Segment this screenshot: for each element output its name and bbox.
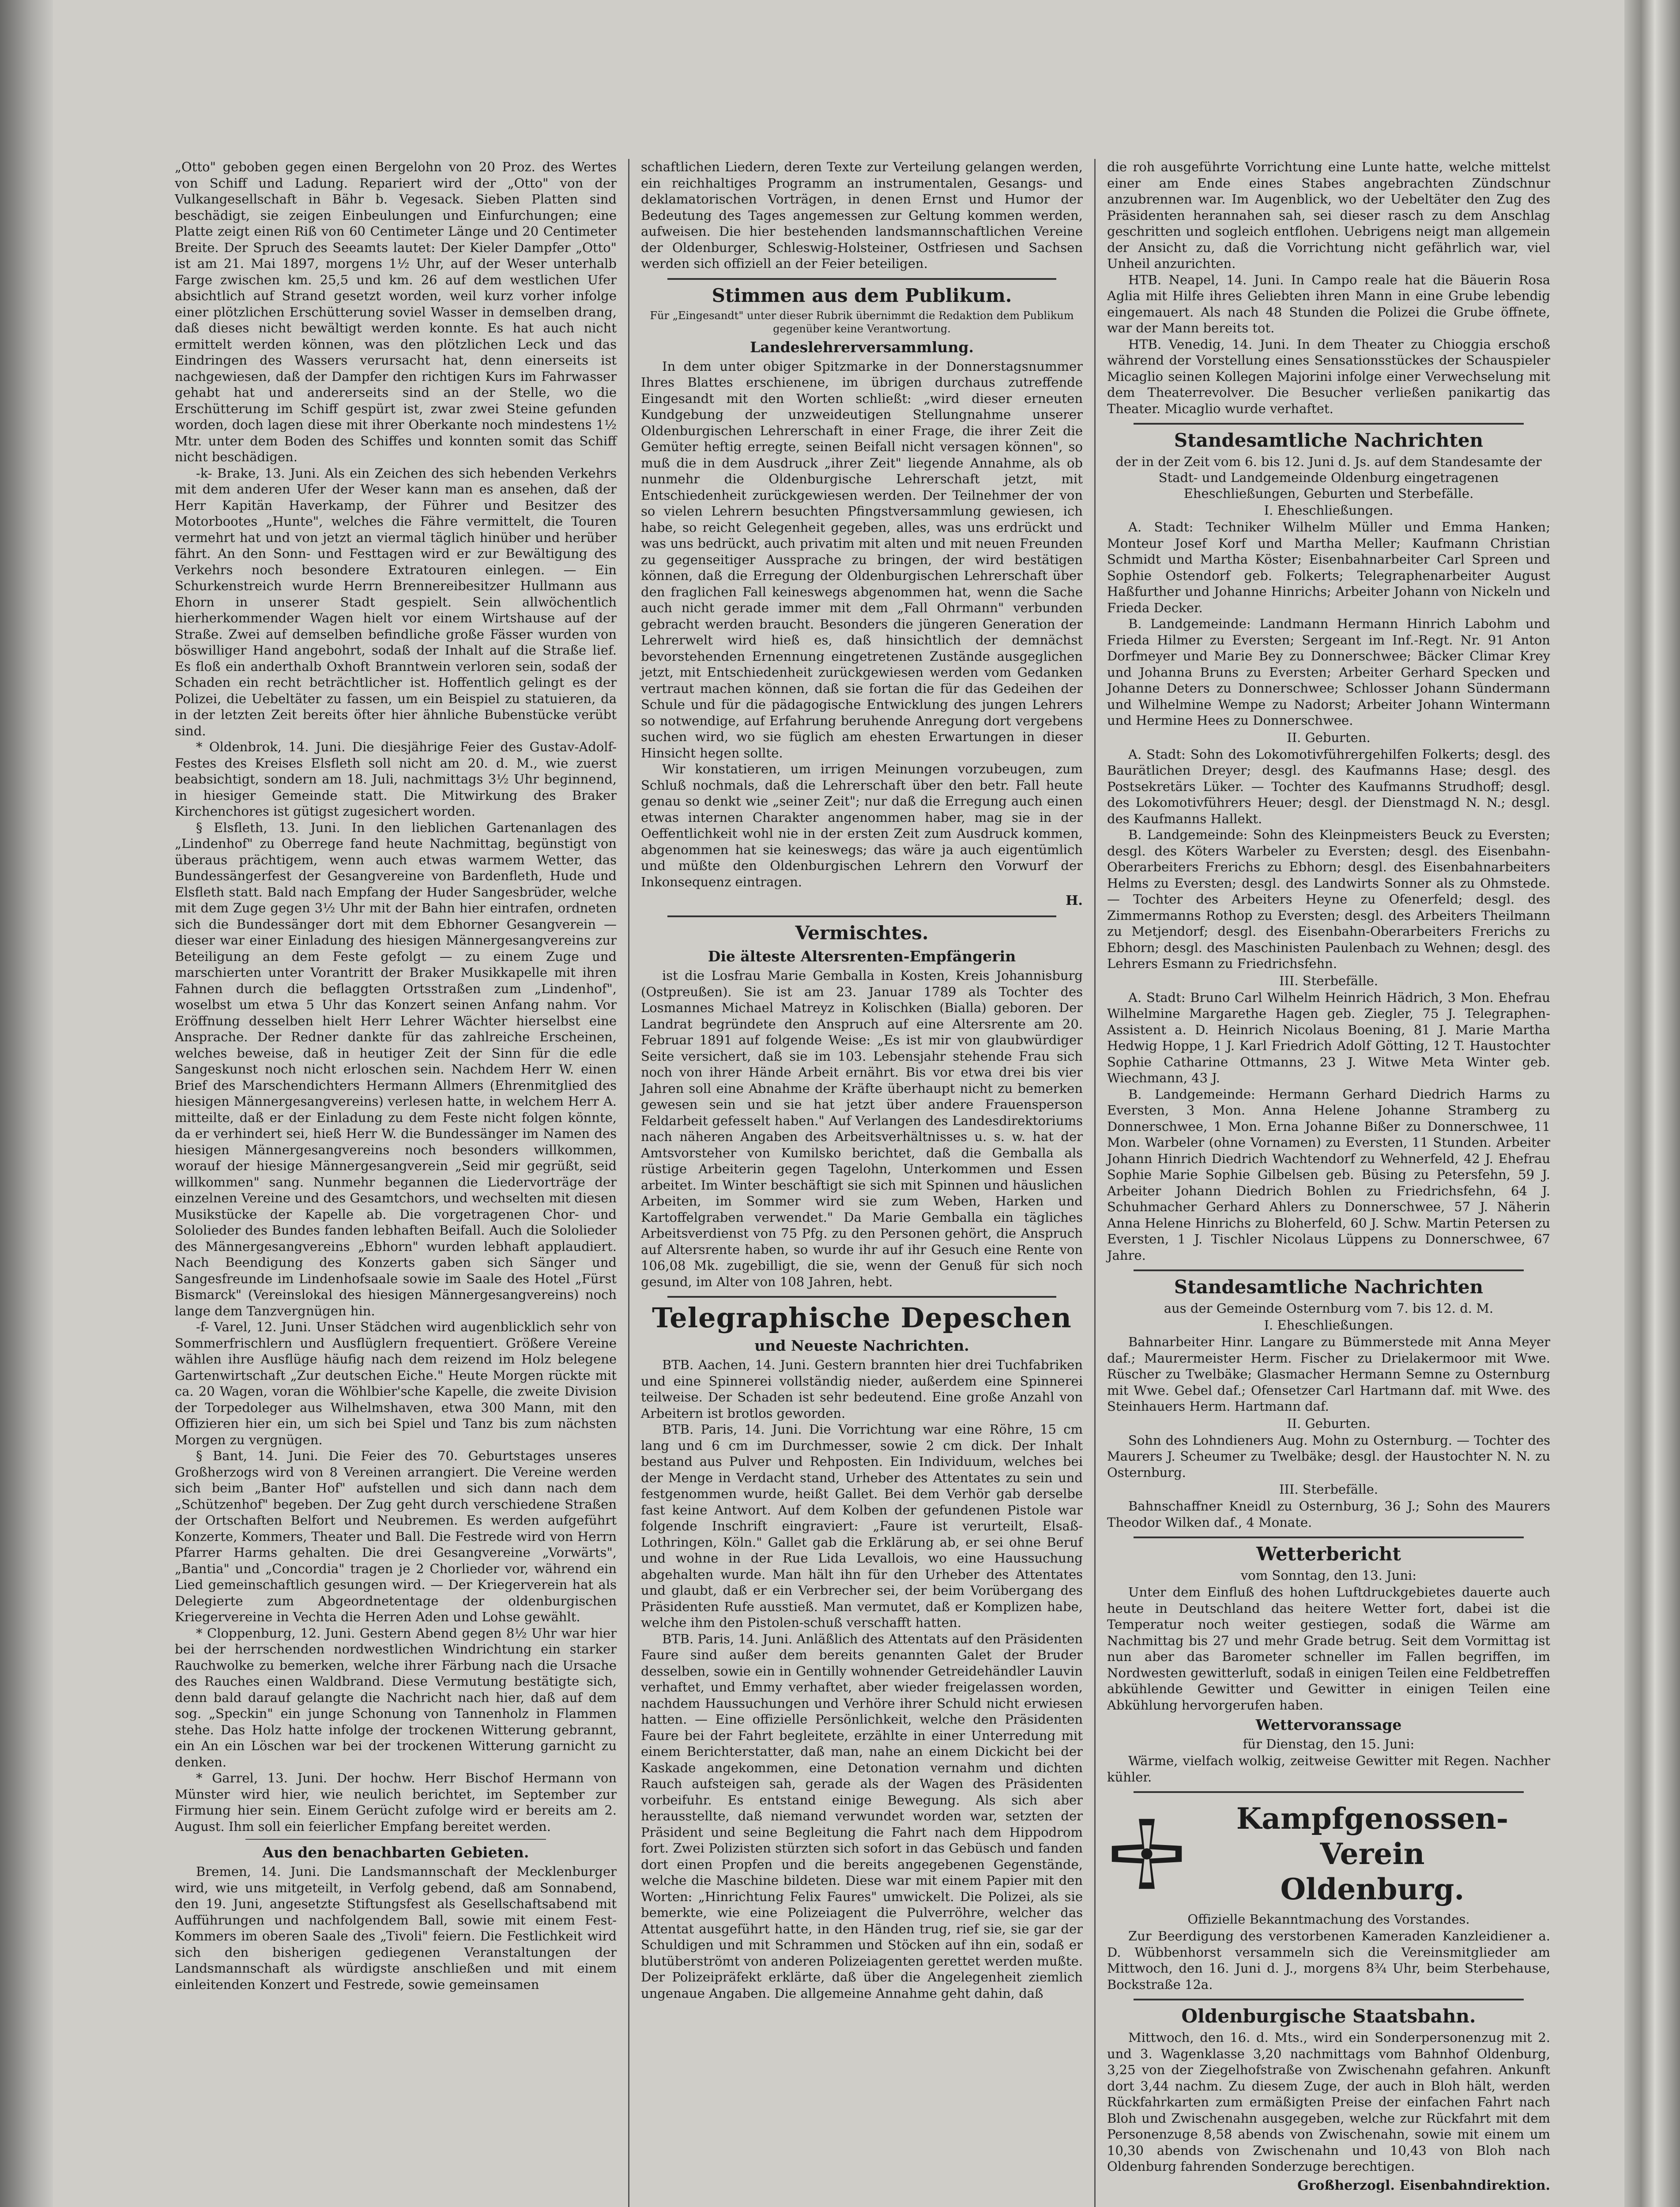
article-landeslehrer-1: In dem unter obiger Spitzmarke in der Donnerstagsnummer Ihres Blattes erschienene, im übrigen durchaus zutreffende Eingesandt mit den Worten schließt: „wird dieser erneuten Kundgebung der unzweideutigen Stellungnahme unserer Oldenburgischen Lehrerschaft in einer Frage, die ihrer Zeit die Gemüter heftig erregte, seinen Beifall nicht versagen können", so muß die in dem Ausdruck „ihrer Zeit" liegende Annahme, als ob nunmehr die Oldenburgische Lehrerschaft jetzt, mit Entschiedenheit zurückgewiesen werden. Der Teilnehmer der von so vielen Lehrern besuchten Pfingstversammlung gewiesen, ich habe, so reicht Gelegenheit gegeben, alles, was uns erdrückt und was uns bedrückt, auch privatim mit alten und mit neuen Freunden zu gegenseitiger Aussprache zu bringen, der wird bestätigen können, daß die Erregung der Oldenburgischen Lehrerschaft über den fraglichen Fall keineswegs abgenommen hat, wenn die Sache auch nicht gerade immer mit dem „Fall Ohrmann" verbunden gebracht werden braucht. Besonders die jüngeren Generation der Lehrerwelt wird hieß es, daß hinsichtlich der demnächst bevorstehenden Ernennung eingetretenen Zustände ausgeglichen jetzt, mit Entschiedenheit zurückgewiesen werden vom Gedanken vertraut machen können, daß sie fortan die für das Gedeihen der Schule und für die pädagogische Entwicklung des jungen Lehrers so notwendige, auf Erfahrung beruhende Anregung dort vergebens suchen wird, wo sie füglich am ehesten Erwartungen in dieser Hinsicht hegen sollte. <box>641 358 1083 761</box>
subheading-wettervoraussage: für Dienstag, den 15. Juni: <box>1243 1736 1415 1751</box>
heading-neighbor-regions: Aus den benachbarten Gebieten. <box>262 1844 529 1861</box>
heading-stimmen: Stimmen aus dem Publikum. <box>712 284 1012 306</box>
subheading-standesamt-2: aus der Gemeinde Osternburg vom 7. bis 12. d. M. <box>1164 1301 1494 1316</box>
article-paris-1: BTB. Paris, 14. Juni. Die Vorrichtung war eine Röhre, 15 cm lang und 6 cm im Durchmesser, sowie 2 cm dick. Der Inhalt bestand aus Pulver und Rehposten. Ein Individuum, welches bei der Menge in Verdacht stand, Urheber des Attentates zu sein und festgenommen wurde, heißt Gallet. Bei dem Verhör gab derselbe fast keine Antwort. Auf dem Kolben der gefundenen Pistole war folgende Inschrift eingraviert: „Faure ist verurteilt, Elsaß-Lothringen, Köln." Gallet gab die Erklärung ab, er sei ohne Beruf und wohne in der Rue Lida Levallois, wo eine Haussuchung abgehalten wurde. Man hält ihn für den Urheber des Attentates und glaubt, daß er ein Verbrecher sei, der beim Vorübergang des Präsidenten Rufe ausstieß. Man vermutet, daß er Komplizen habe, welche ihm den Pistolen-schuß verschafft hatten. <box>641 1422 1083 1630</box>
heading-sterbefaelle-2: III. Sterbefälle. <box>1279 1482 1379 1497</box>
page-edge-stack <box>1624 0 1680 2207</box>
article-paris-cont: die roh ausgeführte Vorrichtung eine Lunte hatte, welche mittelst einer am Ende eines Stabes angebrachten Zündschnur anzubrennen war. Im Augenblick, wo der Uebeltäter den Zug des Präsidenten herannahen sah, sei dieser rasch zu dem Anschlag geschritten und sogleich entflohen. Uebrigens neigt man allgemein der Ansicht zu, daß die Vorrichtung nicht gefährlich war, viel Unheil anzurichten. <box>1107 159 1550 271</box>
text-sterbe-osternburg: Bahnschaffner Kneidl zu Osternburg, 36 J.; Sohn des Maurers Theodor Wilken daf., 4 Monate. <box>1107 1499 1550 1530</box>
article-bant: § Bant, 14. Juni. Die Feier des 70. Geburtstages unseres Großherzogs wird von 8 Vereinen arrangiert. Die Vereine werden sich beim „Banter Hof" aufstellen und sich dann nach dem „Schützenhof" begeben. Der Zug geht durch verschiedene Straßen der Ortschaften Belfort und Neubremen. Es werden aufgeführt Konzerte, Kommers, Theater und Ball. Die Festrede wird von Herrn Pfarrer Harms gehalten. Die drei Gesangvereine „Vorwärts", „Bantia" und „Concordia" tragen je 2 Chorlieder vor, während ein Lied gemeinschaftlich gesungen wird. — Der Kriegerverein hat als Delegierte zum Abgeordnetentage der oldenburgischen Kriegervereine in Vechta die Herren Aden und Lohse gewählt. <box>175 1448 617 1624</box>
signature-h: H. <box>1066 893 1083 908</box>
text-wetterbericht: Unter dem Einfluß des hohen Luftdruckgebietes dauerte auch heute in Deutschland das heitere Wetter fort, dabei ist die Temperatur noch weiter gestiegen, sodaß die Wärme am Nachmittag bis 27 und mehr Grade betrug. Seit dem Vormittag ist nun aber das Barometer schneller im Fallen begriffen, im Nordwesten gewitterluft, sodaß in einigen Teilen eine Feldbetreffen abkühlende Gewitter und Gewitter in einigen Teilen eine Abkühlung hervorgerufen haben. <box>1107 1585 1550 1713</box>
heading-wettervoraussage: Wettervoranssage <box>1255 1716 1402 1733</box>
article-bremen-cont: schaftlichen Liedern, deren Texte zur Verteilung gelangen werden, ein reichhaltiges Programm an instrumentalen, Gesangs- und deklamatorischen Vorträgen, in denen Ernst und Humor der Bedeutung des Tages angemessen zur Geltung kommen werden, aufweisen. Die hier bestehenden landsmannschaftlichen Vereine der Oldenburger, Schleswig-Holsteiner, Ostfriesen und Sachsen werden sich offiziell an der Feier beteiligen. <box>641 159 1083 271</box>
divider <box>667 915 1056 917</box>
article-aachen: BTB. Aachen, 14. Juni. Gestern brannten hier drei Tuchfabriken und eine Spinnerei vollständig nieder, außerdem eine Spinnerei teilweise. Der Schaden ist sehr bedeutend. Eine große Anzahl von Arbeitern ist brotlos geworden. <box>641 1357 1083 1421</box>
kampfgenossen-subtitle: Offizielle Bekanntmachung des Vorstandes. <box>1187 1912 1470 1927</box>
kampfgenossen-header <box>1107 1801 1550 1907</box>
article-brake: -k- Brake, 13. Juni. Als ein Zeichen des sich hebenden Verkehrs mit dem anderen Ufer der Weser kann man es ansehen, daß der Herr Kapitän Haverkamp, der Führer und Besitzer des Motorbootes „Hunte", welches die Fähre vermittelt, die Touren vermehrt hat und von jetzt an viermal täglich hinüber und herüber fährt. An den Sonn- und Festtagen wird er zur Bewältigung des Verkehrs noch besondere Extratouren einlegen. — Ein Schurkenstreich wurde Herrn Brennereibesitzer Hullmann aus Ehorn in unserer Stadt gespielt. Sein allwöchentlich hierherkommender Wagen hielt vor einem Wirtshause auf der Straße. Zwei auf demselben befindliche große Fässer wurden von böswilliger Hand angebohrt, sodaß der Inhalt auf die Straße lief. Es floß ein anderthalb Oxhoft Branntwein verloren sein, sodaß der Schaden ein recht beträchtlicher ist. Hoffentlich gelingt es der Polizei, die Uebeltäter zu fassen, um ein Beispiel zu statuieren, da in der letzten Zeit bereits öfter hier ähnliche Bubenstücke verübt sind. <box>175 465 617 738</box>
text-sterbe-land: B. Landgemeinde: Hermann Gerhard Diedrich Harms zu Eversten, 3 Mon. Anna Helene Johanne Stramberg zu Donnerschwee, 1 Mon. Erna Johanne Bißer zu Donnerschwee, 11 Mon. Warbeler (ohne Vornamen) zu Eversten, 11 Stunden. Arbeiter Johann Hinrich Diedrich Wachtendorf zu Wehnerfeld, 42 J. Ehefrau Sophie Marie Sophie Gilbelsen geb. Büsing zu Petersfehn, 59 J. Arbeiter Johann Diedrich Bohlen zu Friedrichsfehn, 64 J. Schuhmacher Gerhard Ahlers zu Donnerschwee, 57 J. Näherin Anna Helene Hinrichs zu Bloherfeld, 60 J. Schw. Martin Petersen zu Eversten, 1 J. Tischler Nicolaus Lüppens zu Donnerschwee, 67 Jahre. <box>1107 1086 1550 1263</box>
text-kampfgenossen: Zur Beerdigung des verstorbenen Kameraden Kanzleidiener a. D. Wübbenhorst versammeln sich die Vereinsmitglieder am Mittwoch, den 16. Juni d. J., morgens 8¾ Uhr, beim Sterbehause, Bockstraße 12a. <box>1107 1928 1550 1992</box>
book-binding-shadow <box>0 0 53 2207</box>
note-stimmen: Für „Eingesandt" unter dieser Rubrik übernimmt die Redaktion dem Publikum gegenüber keine Verantwortung. <box>650 309 1074 335</box>
divider <box>1134 1537 1524 1538</box>
article-gemballa: ist die Losfrau Marie Gemballa in Kosten, Kreis Johannisburg (Ostpreußen). Sie ist am 23. Januar 1789 als Tochter des Losmannes Michael Matreyz in Kolischken (Bialla) geboren. Der Landrat begründete den Anspruch auf eine Altersrente am 20. Februar 1891 auf folgende Weise: „Es ist mir von glaubwürdiger Seite versichert, daß sie im 103. Lebensjahr stehende Frau sich noch von ihrer Hände Arbeit ernährt. Bis vor etwa drei bis vier Jahren soll eine Abnahme der Kräfte überhaupt nicht zu bemerken gewesen sein und sie hat jetzt über andere Frauensperson Feldarbeit gefesselt haben." Auf Verlangen des Landesdirektoriums nach näheren Angaben des Arbeitsverhältnisses u. s. w. hat der Amtsvorsteher von Kumilsko berichtet, daß die Gemballa als rüstige Arbeiterin gegen Tagelohn, Unterkommen und Essen arbeitet. Im Winter beschäftigt sie sich mit Spinnen und häuslichen Arbeiten, im Sommer wird sie zum Weben, Harken und Kartoffelgraben verwendet." Da Marie Gemballa ein tägliches Arbeitsverdienst von 75 Pfg. zu den Personen gehört, die Anspruch auf Altersrente haben, so wurde ihr auf ihr Gesuch eine Rente von 106,08 Mk. zugebilligt, die sie, wenn der Genuß für sich noch gesund, im Alter von 108 Jahren, hebt. <box>641 968 1083 1289</box>
text-geburten-stadt: A. Stadt: Sohn des Lokomotivführergehilfen Folkerts; desgl. des Baurätlichen Dreyer; desgl. des Kaufmanns Hase; desgl. des Postsekretärs Lüker. — Tochter des Kaufmanns Strudhoff; desgl. des Lokomotivführers Heuer; desgl. der Dienstmagd N. N.; desgl. des Kaufmanns Hallekt. <box>1107 746 1550 826</box>
article-bremen: Bremen, 14. Juni. Die Landsmannschaft der Mecklenburger wird, wie uns mitgeteilt, in Verfolg gebend, daß am Sonnabend, den 19. Juni, angesetzte Stiftungsfest als Gesellschaftsabend mit Aufführungen und nachfolgendem Ball, sowie mit einem Fest-Kommers im oberen Saale des „Tivoli" feiern. Die Festlichkeit wird sich den bisherigen gediegenen Veranstaltungen der Landsmannschaft als würdigste anschließen und mit einem einleitenden Konzert und Festrede, sowie gemeinsamen <box>175 1864 617 1992</box>
heading-landeslehrer: Landeslehrerversammlung. <box>750 338 974 356</box>
divider <box>667 278 1056 280</box>
subheading-standesamt-1: der in der Zeit vom 6. bis 12. Juni d. Js. auf dem Standesamte der Stadt- und Landgemeinde Oldenburg eingetragenen Eheschließungen, Geburten und Sterbefälle. <box>1115 454 1542 501</box>
divider <box>1134 1269 1524 1271</box>
heading-eheschliessungen: I. Eheschließungen. <box>1264 503 1394 518</box>
heading-standesamt-1: Standesamtliche Nachrichten <box>1174 429 1484 451</box>
newspaper-page <box>53 0 1624 2207</box>
heading-telegraphische: Telegraphische Depeschen <box>652 1302 1072 1334</box>
column-1 <box>163 159 629 2207</box>
heading-staatsbahn: Oldenburgische Staatsbahn. <box>1181 2005 1476 2027</box>
divider <box>1134 423 1524 425</box>
text-staatsbahn: Mittwoch, den 16. d. Mts., wird ein Sonderpersonenzug mit 2. und 3. Wagenklasse 3,20 nachmittags vom Bahnhof Oldenburg, 3,25 von der Ziegelhofstraße von Zwischenahn gefahren. Ankunft dort 3,44 nachm. Zu diesem Zuge, der auch in Bloh hält, werden Rückfahrkarten zum ermäßigten Preise der einfachen Fahrt nach Bloh und Zwischenahn ausgegeben, welche zur Rückfahrt mit dem Personenzuge 8,58 abends von Zwischenahn, sowie mit einem um 10,30 abends von Zwischenahn und 10,43 von Bloh nach Oldenburg fahrenden Sonderzuge berechtigen. <box>1107 2030 1550 2174</box>
heading-geburten-2: II. Geburten. <box>1287 1416 1371 1431</box>
subheading-wetterbericht: vom Sonntag, den 13. Juni: <box>1240 1568 1417 1583</box>
divider <box>1134 1999 1524 2000</box>
heading-sterbefaelle: III. Sterbefälle. <box>1279 973 1379 988</box>
heading-neueste: und Neueste Nachrichten. <box>754 1337 969 1354</box>
heading-geburten: II. Geburten. <box>1287 730 1371 745</box>
text-ehe-land: B. Landgemeinde: Landmann Hermann Hinrich Labohm und Frieda Hilmer zu Eversten; Sergeant im Inf.-Regt. Nr. 91 Anton Dorfmeyer und Marie Bey zu Donnerschwee; Bäcker Climar Krey und Johanna Bruns zu Eversten; Arbeiter Gerhard Specken und Johanne Deters zu Donnerschwee; Schlosser Johann Sündermann und Wilhelmine Wempe zu Nadorst; Arbeiter Johann Wintermann und Hermine Hees zu Donnerschwee. <box>1107 616 1550 728</box>
article-otto: „Otto" geboben gegen einen Bergelohn von 20 Proz. des Wertes von Schiff und Ladung. Repariert wird der „Otto" von der Vulkangesellschaft in Bähr b. Vegesack. Sieben Platten sind beschädigt, sie zeigen Einbeulungen und Einfurchungen; eine Platte zeigt einen Riß von 60 Centimeter Länge und 20 Centimeter Breite. Der Spruch des Seeamts lautet: Der Kieler Dampfer „Otto" ist am 21. Mai 1897, morgens 1½ Uhr, auf der Weser unterhalb Farge zwischen km. 25,5 und km. 26 auf dem westlichen Ufer absichtlich auf Strand gesetzt worden, weil kurz vorher infolge einer plötzlichen Erschütterung soviel Wasser in demselben drang, daß dieses nicht bewältigt werden konnte. Es hat auch nicht ermittelt werden können, was den plötzlichen Leck und das Eindringen des Wassers verursacht hat, denn einerseits ist nachgewiesen, daß der Dampfer den richtigen Kurs im Fahrwasser gehabt hat und andererseits sind an der Stelle, wo die Erschütterung im Schiff gespürt ist, zwar zwei Steine gefunden worden, doch lagen diese mit ihrer Oberkante noch mindestens 1½ Mtr. unter dem Boden des Schiffes und konnten somit das Schiff nicht beschädigen. <box>175 159 617 464</box>
article-neapel: HTB. Neapel, 14. Juni. In Campo reale hat die Bäuerin Rosa Aglia mit Hilfe ihres Geliebten ihren Mann in eine Grube lebendig eingemauert. Als nach 48 Stunden die Polizei die Grube öffnete, war der Mann bereits tot. <box>1107 272 1550 335</box>
iron-cross-icon <box>1107 1814 1187 1894</box>
text-geburten-land: B. Landgemeinde: Sohn des Kleinpmeisters Beuck zu Eversten; desgl. des Köters Warbeler zu Eversten; desgl. des Eisenbahn-Oberarbeiters Frerichs zu Ebhorn; desgl. des Eisenbahnarbeiters Helms zu Eversten; desgl. des Landwirts Sonner als zu Ohmstede. — Tochter des Arbeiters Heyne zu Ofenerfeld; desgl. des Zimmermanns Rothop zu Eversten; desgl. des Arbeiters Theilmann zu Metjendorf; desgl. des Eisenbahn-Oberarbeiters Frerichs zu Ebhorn; desgl. des Maschinisten Paulenbach zu Wehnen; desgl. des Lehrers Esmann zu Friedrichsfehn. <box>1107 827 1550 971</box>
text-sterbe-stadt: A. Stadt: Bruno Carl Wilhelm Heinrich Hädrich, 3 Mon. Ehefrau Wilhelmine Margarethe Hagen geb. Ziegler, 75 J. Telegraphen-Assistent a. D. Heinrich Nicolaus Boening, 81 J. Marie Martha Hedwig Hoppe, 1 J. Karl Friedrich Adolf Götting, 12 T. Haustochter Sophie Catharine Ottmanns, 23 J. Witwe Meta Winter geb. Wiechmann, 43 J. <box>1107 990 1550 1085</box>
article-oldenbrok: * Oldenbrok, 14. Juni. Die diesjährige Feier des Gustav-Adolf-Festes des Kreises Elsfleth soll nicht am 20. d. M., wie zuerst beabsichtigt, sondern am 18. Juli, nachmittags 3½ Uhr beginnend, in hiesiger Gemeinde statt. Die Mitwirkung des Braker Kirchenchores ist gütigst zugesichert worden. <box>175 739 617 819</box>
heading-vermischtes: Vermischtes. <box>795 922 929 944</box>
article-garrel: * Garrel, 13. Juni. Der hochw. Herr Bischof Hermann von Münster wird hier, wie neulich berichtet, im September zur Firmung hier sein. Einem Gerücht zufolge wird er bereits am 2. August. Ihm soll ein feierlicher Empfang bereitet werden. <box>175 1770 617 1834</box>
text-ehe-osternburg: Bahnarbeiter Hinr. Langare zu Bümmerstede mit Anna Meyer daf.; Maurermeister Herm. Fischer zu Drielakermoor mit Wwe. Rüscher zu Twelbäke; Glasmacher Hermann Semne zu Osternburg mit Wwe. Gebel daf.; Ofensetzer Carl Hartmann daf. mit Wwe. des Steinhauers Herm. Hartmann daf. <box>1107 1334 1550 1414</box>
divider <box>245 1839 546 1840</box>
heading-standesamt-2: Standesamtliche Nachrichten <box>1174 1276 1484 1298</box>
article-venedig: HTB. Venedig, 14. Juni. In dem Theater zu Chioggia erschoß während der Vorstellung eines Sensationsstückes der Schauspieler Micaglio seinen Kollegen Majorini infolge einer Verwechselung mit dem Theaterrevolver. Die Besucher verließen panikartig das Theater. Micaglio wurde verhaftet. <box>1107 336 1550 416</box>
article-elsfleth: § Elsfleth, 13. Juni. In den lieblichen Gartenanlagen des „Lindenhof" zu Oberrege fand heute Nachmittag, begünstigt von überaus prächtigem, wenn auch etwas warmem Wetter, das Bundessängerfest der Gesangvereine von Bardenfleth, Hude und Elsfleth statt. Bald nach Empfang der Huder Sangesbrüder, welche mit dem Zuge gegen 3½ Uhr mit der Bahn hier eintrafen, ordneten sich die Bundessänger dort mit dem Ebhorner Gesangverein — dieser war einer Einladung des hiesigen Männergesangvereins zur Beteiligung an dem Feste gefolgt — zu einem Zuge und marschierten unter Vorantritt der Braker Musikkapelle mit ihren Fahnen durch die beflaggten Ortsstraßen zum „Lindenhof", woselbst um etwa 5 Uhr das Konzert seinen Anfang nahm. Vor Eröffnung desselben hielt Herr Lehrer Wächter hierselbst eine Ansprache. Der Redner dankte für das zahlreiche Erscheinen, welches beweise, daß in heutiger Zeit der Sinn für die edle Sangeskunst noch nicht erloschen sein. Nachdem Herr W. einen Brief des Marschendichters Hermann Allmers (Ehrenmitglied des hiesigen Männergesangvereins) verlesen hatte, in welchem Herr A. mitteilte, daß er der Einladung zu dem Feste nicht folgen könnte, da er verhindert sei, hieß Herr W. die Bundessänger im Namen des hiesigen Männergesangvereins noch besonders willkommen, worauf der hiesige Männergesangverein „Seid mir gegrüßt, seid willkommen" sang. Nunmehr begannen die Liedervorträge der einzelnen Vereine und des Gesamtchors, und wechselten mit diesen Musikstücke der Kapelle ab. Die vorgetragenen Chor- und Sololieder des Bundes fanden lebhaften Beifall. Auch die Sololieder des Männergesangvereins „Ebhorn" wurden lebhaft applaudiert. Nach Beendigung des Konzerts gaben sich Sänger und Sangesfreunde im Lindenhofsaale sowie im Saale des Hotel „Fürst Bismarck" (Vereinslokal des hiesigen Männergesangvereins) noch lange dem Tanzvergnügen hin. <box>175 820 617 1318</box>
signature-eisenbahndirektion: Großherzogl. Eisenbahndirektion. <box>1297 2177 1550 2193</box>
divider <box>667 1296 1056 1298</box>
text-ehe-stadt: A. Stadt: Techniker Wilhelm Müller und Emma Hanken; Monteur Josef Korf und Martha Meller; Kaufmann Christian Schmidt und Martha Köster; Eisenbahnarbeiter Carl Spreen und Sophie Ostendorf geb. Folkerts; Telegraphenarbeiter August Haßfurther und Johanne Hinrichs; Arbeiter Johann von Nickeln und Frieda Decker. <box>1107 520 1550 615</box>
text-wettervoraussage: Wärme, vielfach wolkig, zeitweise Gewitter mit Regen. Nachher kühler. <box>1107 1753 1550 1785</box>
column-3 <box>1096 159 1562 2207</box>
article-paris-2: BTB. Paris, 14. Juni. Anläßlich des Attentats auf den Präsidenten Faure sind außer dem bereits genannten Galet der Bruder desselben, sowie ein in Gentilly wohnender Getreidehändler Lauvin verhaftet, und Emmy verhaftet, aber wieder freigelassen worden, nachdem Haussuchungen und Verhöre ihrer Schuld nicht erwiesen hatten. — Eine offizielle Persönlichkeit, welche den Präsidenten Faure bei der Fahrt begleitete, erzählte in einer Unterredung mit einem Berichterstatter, daß man, nahe an einem Dickicht bei der Kaskade angekommen, eine Detonation vernahm und dichten Rauch aufsteigen sah, gerade als der Wagen des Präsidenten vorbeifuhr. Es entstand einige Bewegung. Als sich aber herausstellte, daß niemand verwundet worden war, setzten der Präsident und seine Begleitung die Fahrt nach dem Hippodrom fort. Zwei Polizisten stürzten sich sofort in das Gebüsch und fanden dort einen Propfen und die bereits angegebenen Gegenstände, welche die Maschine bildeten. Diese war mit einem Papier mit den Worten: „Hinrichtung Felix Faures" umwickelt. Die Polizei, als sie bemerkte, wie eine Polizeiagent die Pulverröhre, welcher das Attentat ausgeführt hatte, in den Händen trug, rief sie, sie gar der Schuldigen und mit Schrammen und Stöcken auf ihn ein, sodaß er blutüberströmt von anderen Polizeiagenten gerettet werden mußte. Der Polizeipräfekt erklärte, daß über die Angelegenheit ziemlich ungenaue Angaben. Die allgemeine Annahme geht dahin, daß <box>641 1631 1083 2001</box>
kampfgenossen-title: Kampfgenossen-Verein Oldenburg. <box>1236 1801 1509 1906</box>
columns-container <box>163 159 1563 2207</box>
divider <box>1134 1791 1524 1793</box>
heading-eheschliessungen-2: I. Eheschließungen. <box>1264 1318 1394 1333</box>
article-varel: -f- Varel, 12. Juni. Unser Städchen wird augenblicklich sehr von Sommerfrischlern und Ausflüglern frequentiert. Größere Vereine wählen ihre Ausflüge häufig nach dem reizend im Holz belegene Gartenwirtschaft „Zur deutschen Eiche." Heute Morgen rückte mit ca. 20 Wagen, voran die Wöhlbier'sche Kapelle, die zweite Division der Torpedoleger aus Wilhelmshaven, etwa 300 Mann, mit den Offizieren hier ein, um sich bei Spiel und Tanz bis zum nächsten Morgen zu vergnügen. <box>175 1319 617 1447</box>
article-landeslehrer-2: Wir konstatieren, um irrigen Meinungen vorzubeugen, zum Schluß nochmals, daß die Lehrerschaft über den betr. Fall heute genau so denkt wie „seiner Zeit"; nur daß die Erregung auch einen etwas internen Charakter angenommen haber, mag sie in der Oeffentlichkeit wohl nie in der ersten Zeit zum Ausdruck kommen, abgenommen hat sie keineswegs; das wäre ja auch eigentümlich und müßte den Oldenburgischen Lehrern den Vorwurf der Inkonsequenz eintragen. <box>641 761 1083 889</box>
text-geburten-osternburg: Sohn des Lohndieners Aug. Mohn zu Osternburg. — Tochter des Maurers J. Scheumer zu Twelbäke; desgl. der Haustochter N. N. zu Osternburg. <box>1107 1432 1550 1480</box>
article-cloppenburg: * Cloppenburg, 12. Juni. Gestern Abend gegen 8½ Uhr war hier bei der herrschenden nordwestlichen Windrichtung ein starker Rauchwolke zu bemerken, welche ihrer Färbung nach die Ursache des Rauches einen Waldbrand. Diese Vermutung bestätigte sich, denn bald darauf gelangte die Nachricht nach hier, daß auf dem sog. „Speckin" ein junge Schonung von Tannenholz in Flammen stehe. Das Holz hatte infolge der trockenen Witterung gebrannt, ein An ein Löschen war bei der trockenen Witterung garnicht zu denken. <box>175 1625 617 1770</box>
heading-wetterbericht: Wetterbericht <box>1256 1543 1401 1565</box>
column-2 <box>629 159 1096 2207</box>
heading-aelteste: Die älteste Altersrenten-Empfängerin <box>708 948 1016 965</box>
